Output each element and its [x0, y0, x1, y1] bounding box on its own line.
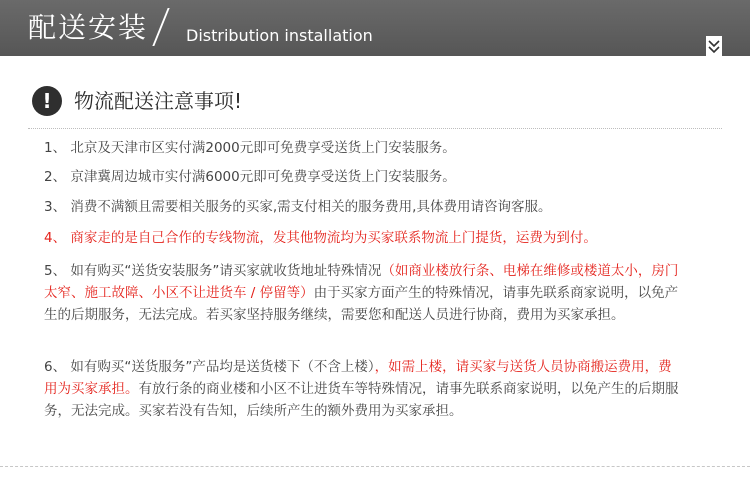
bottom-divider [0, 466, 750, 467]
header-banner [0, 0, 750, 56]
item-5-highlight: （如商业楼放行条、电梯在维修或楼道太小，房门太窄、施工故障、小区不让进货车 / 停留等） [44, 263, 679, 301]
notice-item-5 [44, 260, 684, 326]
item-6-text-tail: 有放行条的商业楼和小区不让进货车等特殊情况，请事先联系商家说明，以免产生的后期服务，无法完成。买家若没有告知，后续所产生的额外费用为买家承担。 [44, 381, 679, 419]
notice-item-2: 2、 京津冀周边城市实付满6000元即可免费享受送货上门安装服务。 [44, 169, 456, 185]
notice-item-3: 3、 消费不满额且需要相关服务的买家,需支付相关的服务费用,具体费用请咨询客服。 [44, 199, 552, 215]
notice-heading: 物流配送注意事项! [74, 89, 243, 113]
notice-item-1: 1、 北京及天津市区实付满2000元即可免费享受送货上门安装服务。 [44, 140, 456, 156]
notice-item-6 [44, 356, 684, 422]
item-6-highlight: ，如需上楼，请买家与送货人员协商搬运费用，费用为买家承担。 [44, 359, 672, 397]
banner-divider [152, 8, 169, 46]
item-5-text-tail: 由于买家方面产生的特殊情况，请事先联系商家说明，以免产生的后期服务，无法完成。若买家坚持服务继续，需要您和配送人员进行协商，费用为买家承担。 [44, 285, 679, 323]
banner-title-cn: 配送安装 [28, 11, 149, 44]
exclamation-circle-icon: ! [32, 86, 62, 116]
item-5-text: 5、 如有购买“送货安装服务”请买家就收货地址特殊情况 [44, 263, 382, 279]
banner-title-en: Distribution installation [186, 26, 373, 45]
item-6-text: 6、 如有购买“送货服务”产品均是送货楼下（不含上楼） [44, 359, 375, 375]
divider [28, 128, 722, 129]
double-chevron-down-icon [706, 36, 722, 56]
notice-item-4: 4、 商家走的是自己合作的专线物流，发其他物流均为买家联系物流上门提货，运费为到付。 [44, 230, 597, 246]
